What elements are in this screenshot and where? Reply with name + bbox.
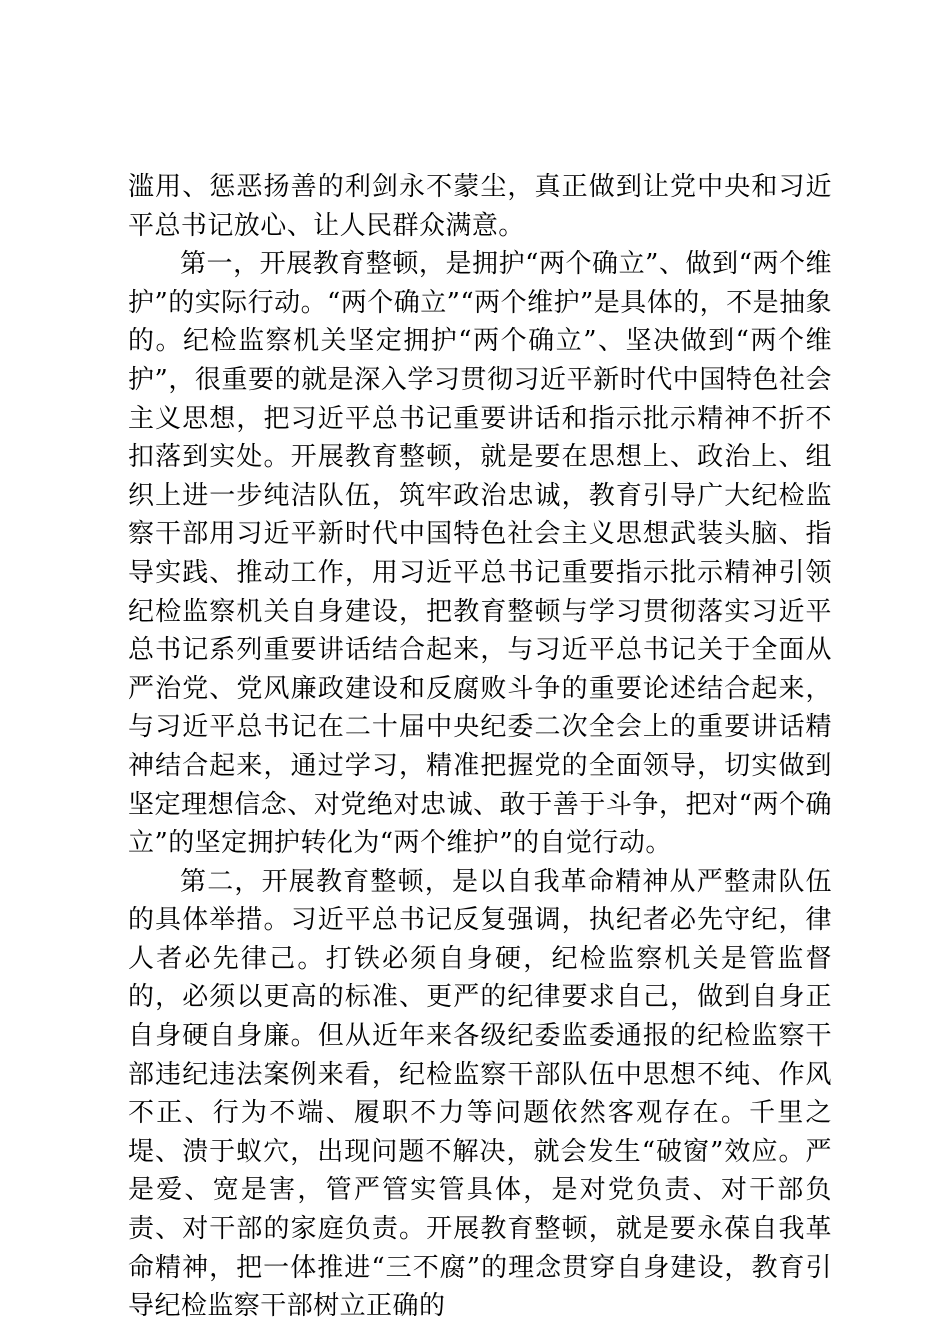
paragraph-first-point: 第一，开展教育整顿，是拥护“两个确立”、做到“两个维护”的实际行动。“两个确立”“两个维护”是具体的，不是抽象的。纪检监察机关坚定拥护“两个确立”、坚决做到“两个维护”，很重要的就是深入学习贯彻习近平新时代中国特色社会主义思想，把习近平总书记重要讲话和指示批示精神不折不扣落到实处。开展教育整顿，就是要在思想上、政治上、组织上进一步纯洁队伍，筑牢政治忠诚，教育引导广大纪检监察干部用习近平新时代中国特色社会主义思想武装头脑、指导实践、推动工作，用习近平总书记重要指示批示精神引领纪检监察机关自身建设，把教育整顿与学习贯彻落实习近平总书记系列重要讲话结合起来，与习近平总书记关于全面从严治党、党风廉政建设和反腐败斗争的重要论述结合起来，与习近平总书记在二十届中央纪委二次全会上的重要讲话精神结合起来，通过学习，精准把握党的全面领导，切实做到坚定理想信念、对党绝对忠诚、敢于善于斗争，把对“两个确立”的坚定拥护转化为“两个维护”的自觉行动。	[128, 249, 832, 859]
document-body	[128, 168, 832, 1326]
paragraph-continuation: 滥用、惩恶扬善的利剑永不蒙尘，真正做到让党中央和习近平总书记放心、让人民群众满意。	[128, 172, 832, 241]
paragraph-second-point: 第二，开展教育整顿，是以自我革命精神从严整肃队伍的具体举措。习近平总书记反复强调，执纪者必先守纪，律人者必先律己。打铁必须自身硬，纪检监察机关是管监督的，必须以更高的标准、更严的纪律要求自己，做到自身正自身硬自身廉。但从近年来各级纪委监委通报的纪检监察干部违纪违法案例来看，纪检监察干部队伍中思想不纯、作风不正、行为不端、履职不力等问题依然客观存在。千里之堤、溃于蚁穴，出现问题不解决，就会发生“破窗”效应。严是爱、宽是害，管严管实管具体，是对党负责、对干部负责、对干部的家庭负责。开展教育整顿，就是要永葆自我革命精神，把一体推进“三不腐”的理念贯穿自身建设，教育引导纪检监察干部树立正确的	[128, 866, 832, 1322]
